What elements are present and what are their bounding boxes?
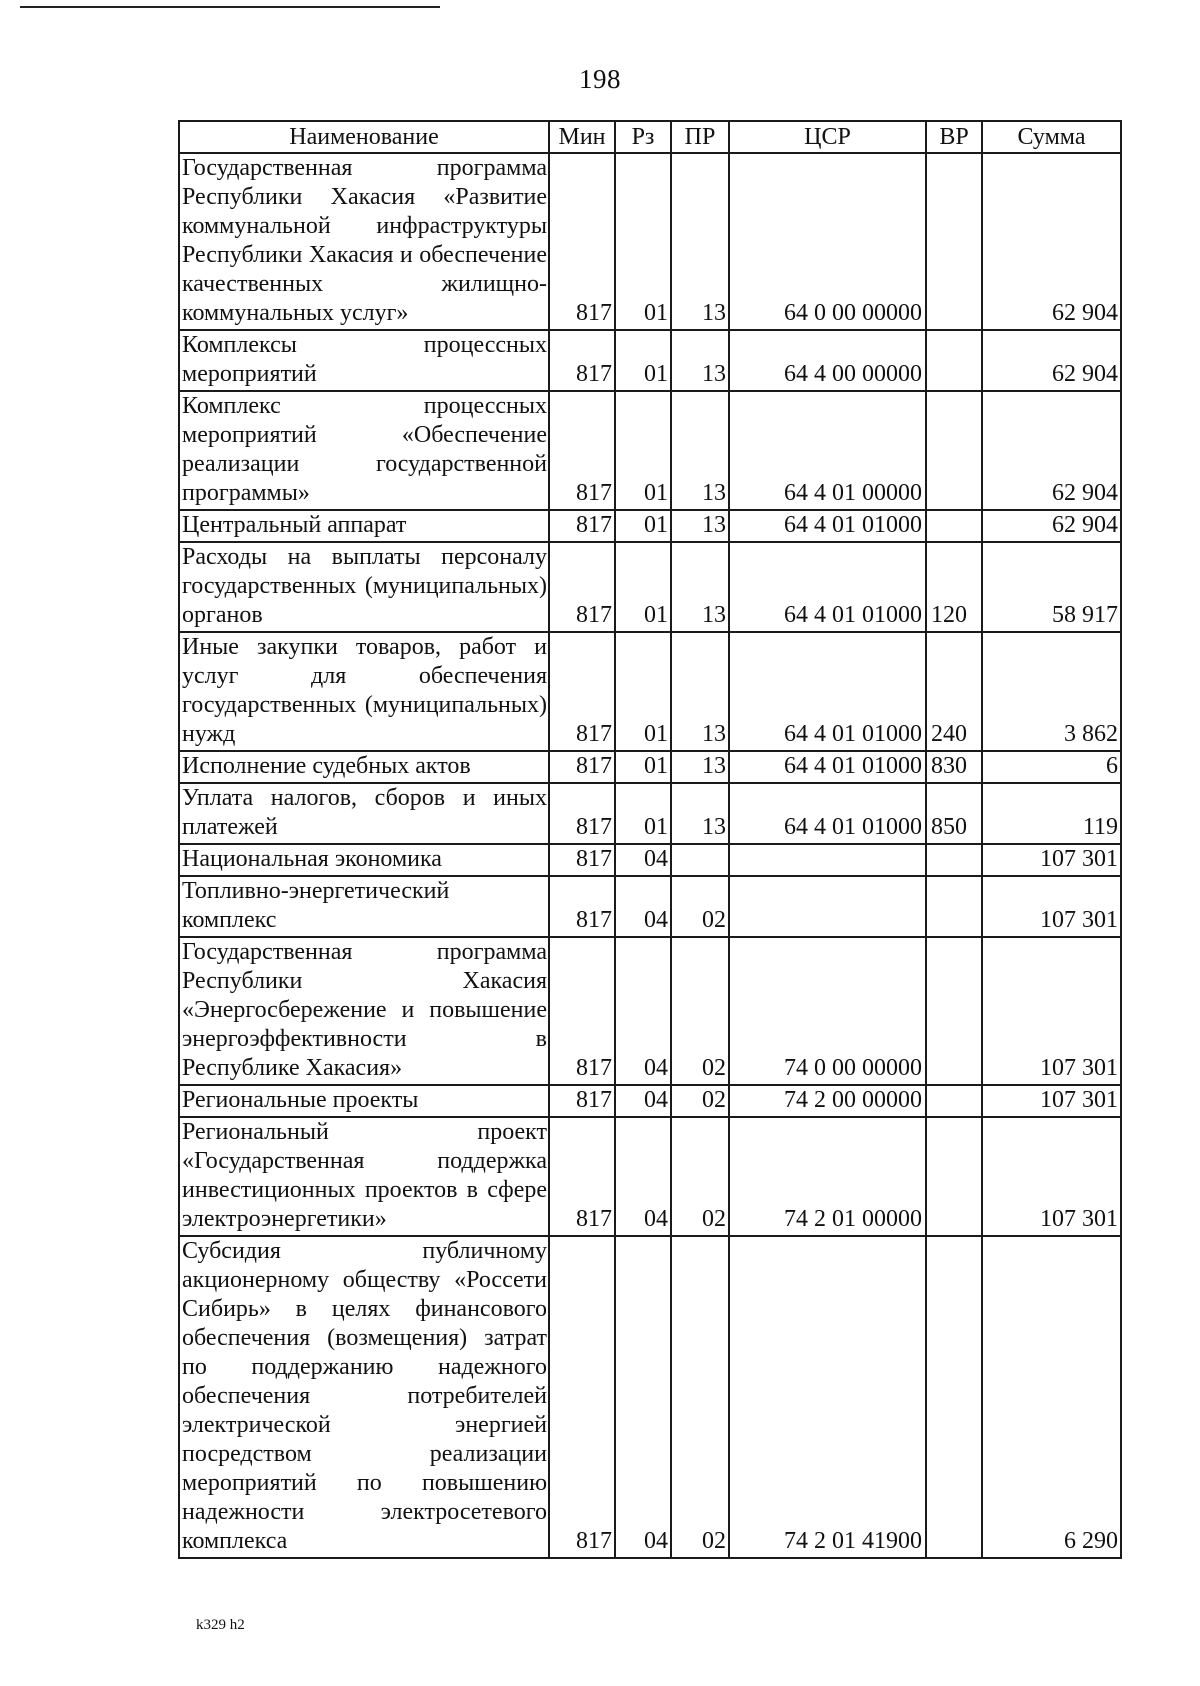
cell-vr [926, 937, 982, 1085]
cell-pr: 02 [671, 1236, 729, 1558]
cell-csr: 64 4 00 00000 [729, 330, 926, 391]
table-row [179, 1117, 1121, 1236]
cell-vr [926, 876, 982, 937]
cell-csr: 64 4 01 01000 [729, 542, 926, 632]
cell-name: Топливно-энергетический комплекс [179, 876, 549, 937]
cell-name: Государственная программа Республики Хакасия «Развитие коммунальной инфраструктуры Республики Хакасия и обеспечение качественных жилищно-коммунальных услуг» [179, 153, 549, 330]
cell-sum: 3 862 [982, 632, 1121, 751]
header-pr: ПР [671, 121, 729, 153]
cell-min: 817 [549, 844, 615, 876]
cell-vr [926, 1117, 982, 1236]
cell-csr: 64 4 01 01000 [729, 751, 926, 783]
header-csr: ЦСР [729, 121, 926, 153]
cell-sum: 107 301 [982, 844, 1121, 876]
cell-sum: 62 904 [982, 330, 1121, 391]
cell-min: 817 [549, 876, 615, 937]
cell-rz: 04 [615, 1236, 671, 1558]
cell-sum: 6 [982, 751, 1121, 783]
cell-min: 817 [549, 542, 615, 632]
header-sum: Сумма [982, 121, 1121, 153]
cell-name: Уплата налогов, сборов и иных платежей [179, 783, 549, 844]
cell-sum: 58 917 [982, 542, 1121, 632]
cell-pr: 13 [671, 783, 729, 844]
cell-sum: 62 904 [982, 510, 1121, 542]
cell-csr: 64 4 01 01000 [729, 632, 926, 751]
table-row [179, 751, 1121, 783]
cell-rz: 01 [615, 751, 671, 783]
table-row [179, 542, 1121, 632]
cell-rz: 04 [615, 1085, 671, 1117]
cell-name: Центральный аппарат [179, 510, 549, 542]
cell-pr [671, 844, 729, 876]
cell-vr [926, 330, 982, 391]
cell-min: 817 [549, 1117, 615, 1236]
cell-pr: 13 [671, 751, 729, 783]
cell-pr: 13 [671, 330, 729, 391]
header-name: Наименование [179, 121, 549, 153]
cell-sum: 107 301 [982, 937, 1121, 1085]
cell-min: 817 [549, 1085, 615, 1117]
table-row [179, 391, 1121, 510]
cell-name: Государственная программа Республики Хакасия «Энергосбережение и повышение энергоэффективности в Республике Хакасия» [179, 937, 549, 1085]
cell-pr: 13 [671, 153, 729, 330]
cell-csr: 64 4 01 01000 [729, 783, 926, 844]
cell-vr: 830 [926, 751, 982, 783]
cell-vr: 120 [926, 542, 982, 632]
cell-name: Региональный проект «Государственная поддержка инвестиционных проектов в сфере электроэнергетики» [179, 1117, 549, 1236]
cell-rz: 04 [615, 876, 671, 937]
table-row [179, 876, 1121, 937]
cell-rz: 04 [615, 937, 671, 1085]
cell-name: Субсидия публичному акционерному обществу «Россети Сибирь» в целях финансового обеспечения (возмещения) затрат по поддержанию надежного обеспечения потребителей электрической энергией посредством реализации мероприятий по повышению надежности электросетевого комплекса [179, 1236, 549, 1558]
table-row [179, 510, 1121, 542]
cell-rz: 04 [615, 844, 671, 876]
cell-vr [926, 510, 982, 542]
cell-pr: 13 [671, 391, 729, 510]
cell-pr: 02 [671, 937, 729, 1085]
cell-name: Иные закупки товаров, работ и услуг для обеспечения государственных (муниципальных) нужд [179, 632, 549, 751]
top-edge-rule [20, 6, 440, 8]
cell-min: 817 [549, 937, 615, 1085]
cell-pr: 02 [671, 1117, 729, 1236]
cell-min: 817 [549, 153, 615, 330]
page-number: 198 [579, 64, 621, 94]
cell-vr [926, 844, 982, 876]
cell-min: 817 [549, 391, 615, 510]
cell-rz: 01 [615, 510, 671, 542]
cell-csr [729, 844, 926, 876]
cell-sum: 6 290 [982, 1236, 1121, 1558]
header-rz: Рз [615, 121, 671, 153]
cell-vr [926, 153, 982, 330]
cell-name: Региональные проекты [179, 1085, 549, 1117]
budget-allocation-table [178, 120, 1122, 1559]
cell-min: 817 [549, 330, 615, 391]
cell-sum: 119 [982, 783, 1121, 844]
cell-vr [926, 1085, 982, 1117]
table-row [179, 783, 1121, 844]
footer-code: k329 h2 [196, 1617, 245, 1633]
cell-csr: 74 2 01 41900 [729, 1236, 926, 1558]
cell-pr: 13 [671, 542, 729, 632]
cell-min: 817 [549, 783, 615, 844]
cell-vr: 240 [926, 632, 982, 751]
cell-rz: 01 [615, 783, 671, 844]
cell-csr: 74 0 00 00000 [729, 937, 926, 1085]
cell-min: 817 [549, 632, 615, 751]
cell-vr [926, 1236, 982, 1558]
cell-name: Национальная экономика [179, 844, 549, 876]
table-row [179, 937, 1121, 1085]
cell-csr: 64 4 01 00000 [729, 391, 926, 510]
cell-pr: 02 [671, 876, 729, 937]
cell-csr: 64 4 01 01000 [729, 510, 926, 542]
header-vr: ВР [926, 121, 982, 153]
cell-sum: 62 904 [982, 153, 1121, 330]
cell-rz: 01 [615, 153, 671, 330]
cell-rz: 01 [615, 632, 671, 751]
cell-min: 817 [549, 510, 615, 542]
cell-csr: 64 0 00 00000 [729, 153, 926, 330]
cell-sum: 107 301 [982, 1117, 1121, 1236]
table-row [179, 844, 1121, 876]
table-row [179, 330, 1121, 391]
cell-rz: 01 [615, 330, 671, 391]
table-row [179, 1085, 1121, 1117]
table-header-row [179, 121, 1121, 153]
table-row [179, 1236, 1121, 1558]
cell-rz: 04 [615, 1117, 671, 1236]
cell-sum: 107 301 [982, 1085, 1121, 1117]
cell-rz: 01 [615, 542, 671, 632]
cell-sum: 62 904 [982, 391, 1121, 510]
table-row [179, 632, 1121, 751]
cell-name: Исполнение судебных актов [179, 751, 549, 783]
cell-vr [926, 391, 982, 510]
table-body [179, 153, 1121, 1558]
cell-name: Комплексы процессных мероприятий [179, 330, 549, 391]
table-row [179, 153, 1121, 330]
cell-csr: 74 2 00 00000 [729, 1085, 926, 1117]
cell-pr: 02 [671, 1085, 729, 1117]
cell-min: 817 [549, 1236, 615, 1558]
cell-pr: 13 [671, 510, 729, 542]
cell-min: 817 [549, 751, 615, 783]
cell-name: Расходы на выплаты персоналу государственных (муниципальных) органов [179, 542, 549, 632]
cell-vr: 850 [926, 783, 982, 844]
header-min: Мин [549, 121, 615, 153]
cell-rz: 01 [615, 391, 671, 510]
cell-csr [729, 876, 926, 937]
cell-name: Комплекс процессных мероприятий «Обеспечение реализации государственной программы» [179, 391, 549, 510]
cell-csr: 74 2 01 00000 [729, 1117, 926, 1236]
cell-pr: 13 [671, 632, 729, 751]
cell-sum: 107 301 [982, 876, 1121, 937]
